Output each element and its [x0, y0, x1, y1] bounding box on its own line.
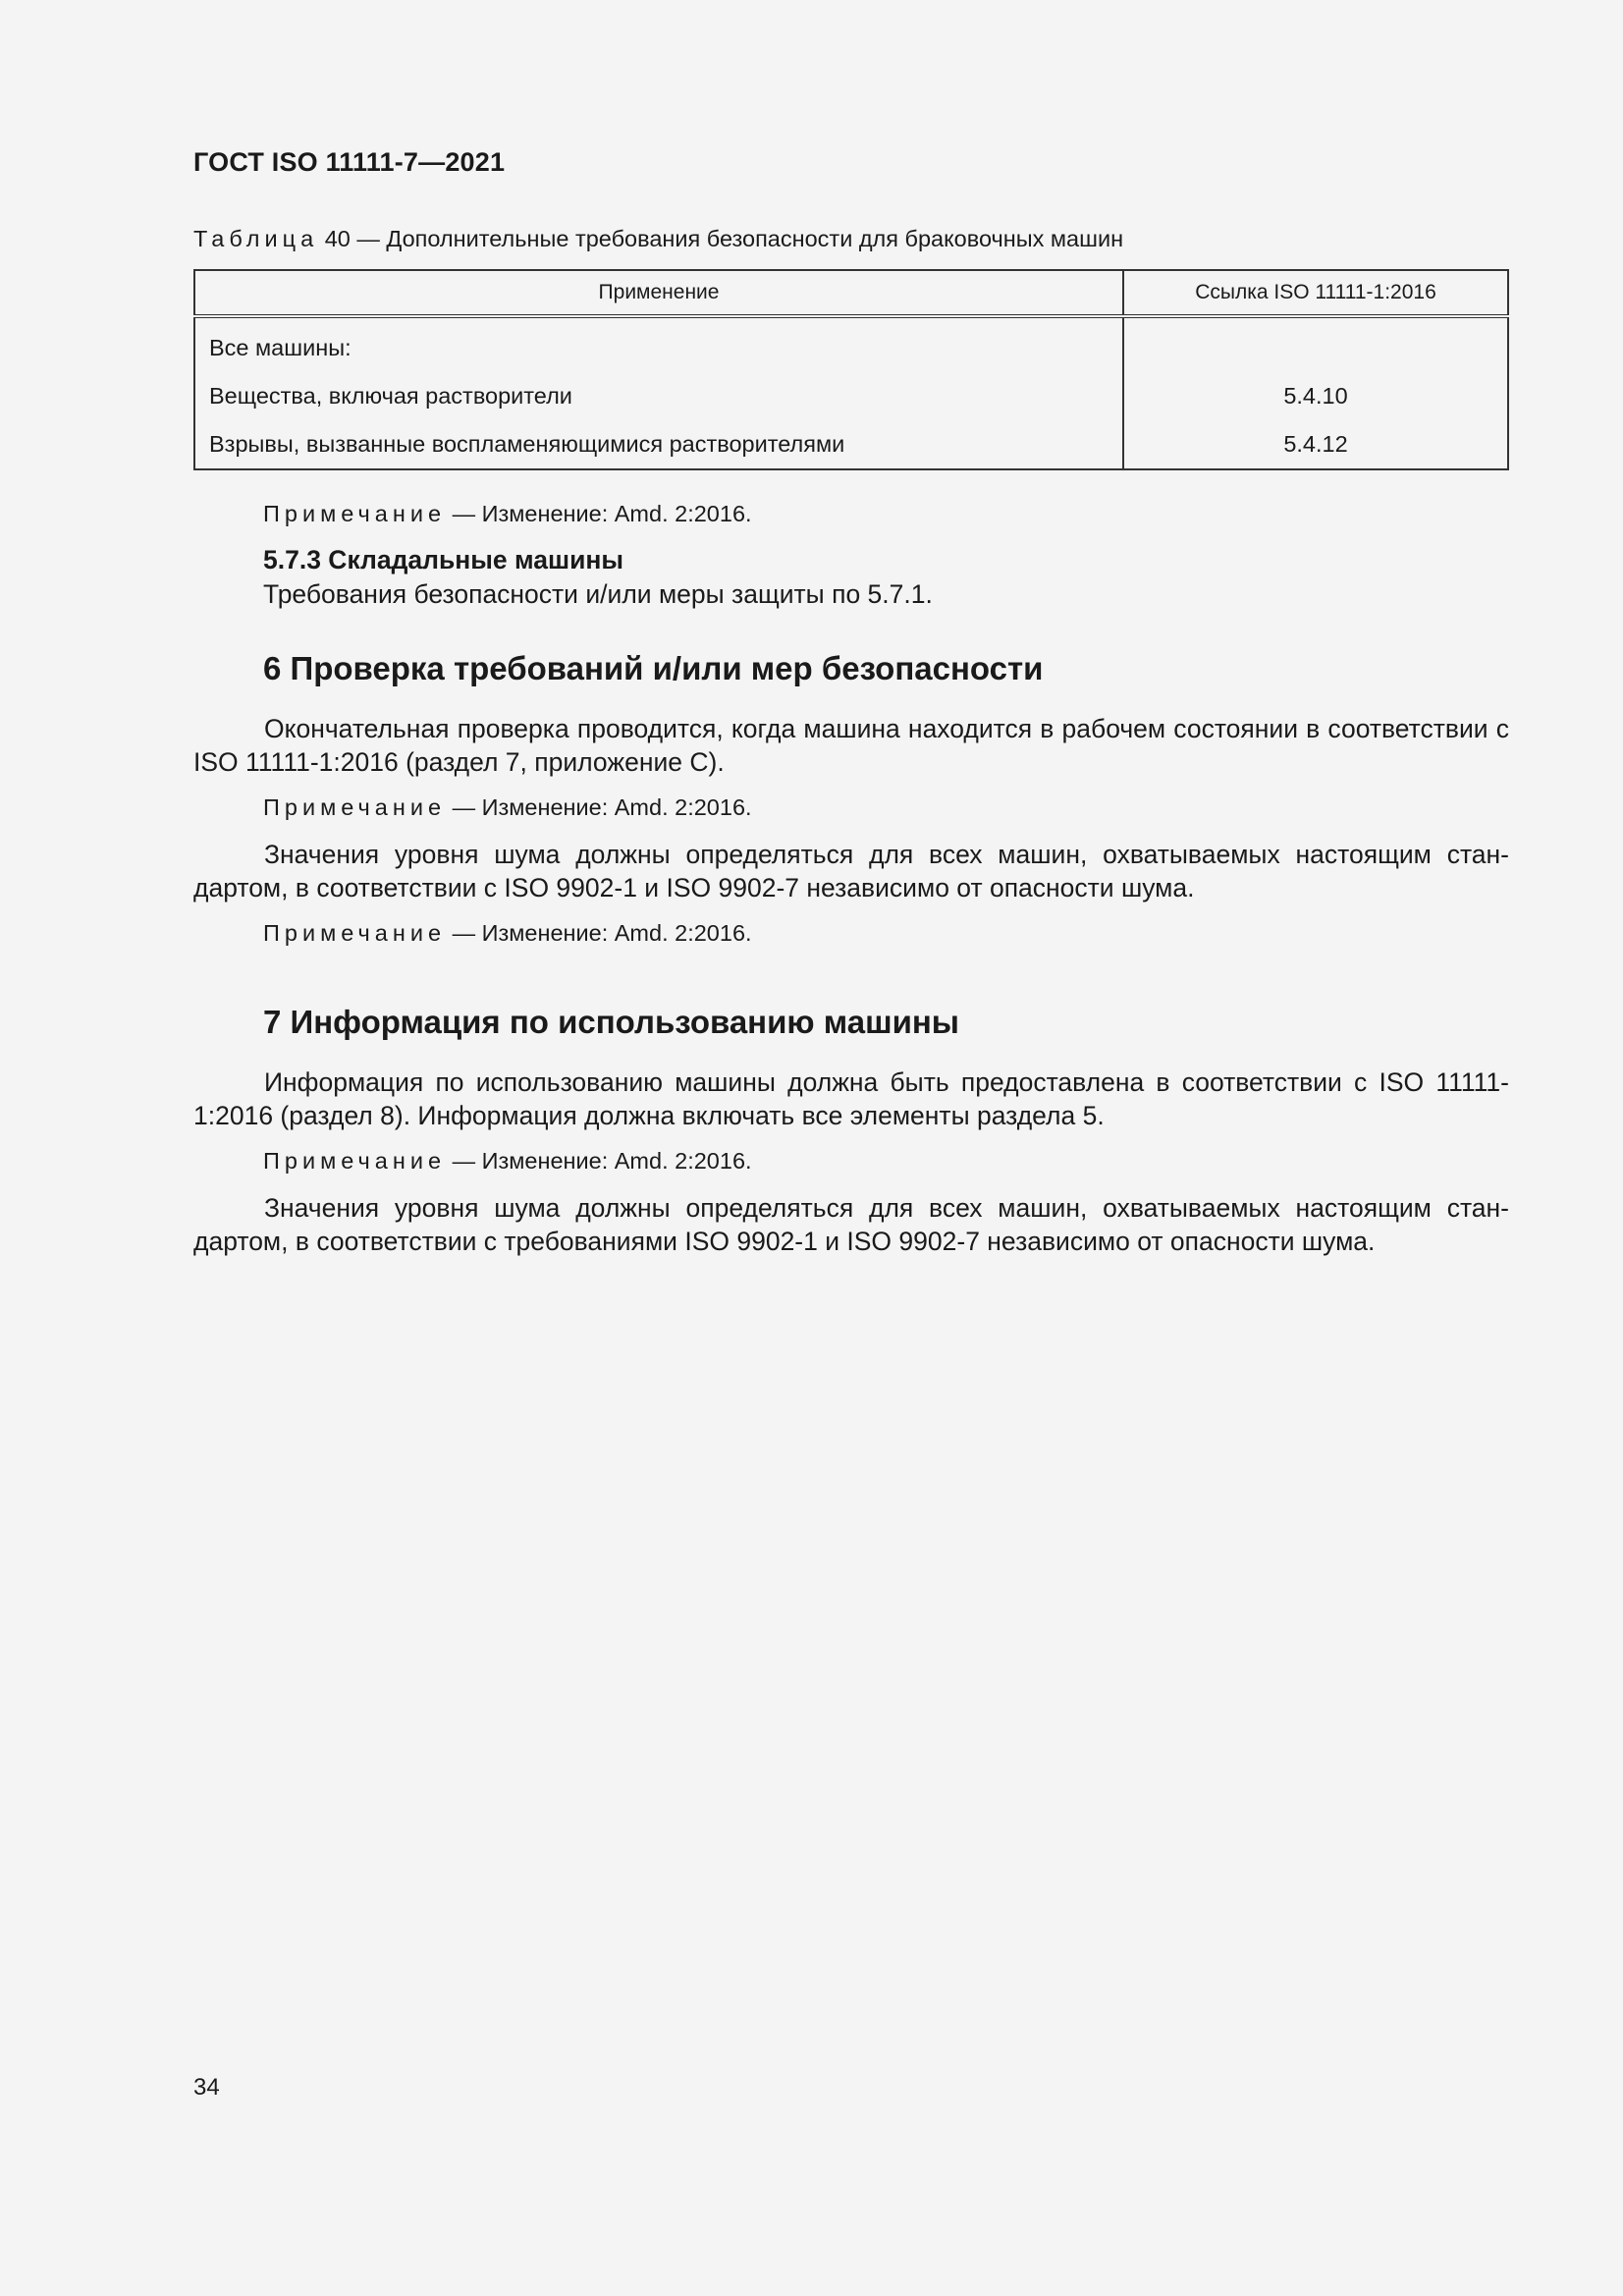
note	[263, 920, 752, 947]
table-caption-label: Таблица	[193, 226, 319, 251]
column-header-reference: Ссылка ISO 11111-1:2016	[1123, 270, 1508, 316]
note-label: Примечание	[263, 794, 447, 820]
note-text: — Изменение: Amd. 2:2016.	[452, 794, 752, 820]
column-header-application: Применение	[194, 270, 1123, 316]
table-row	[194, 372, 1508, 420]
note-text: — Изменение: Amd. 2:2016.	[452, 501, 752, 526]
note	[263, 1148, 752, 1175]
section-7-title: 7 Информация по использованию машины	[263, 1004, 959, 1040]
section-6-title: 6 Проверка требований и/или мер безопасности	[263, 650, 1044, 686]
safety-requirements-table	[193, 269, 1509, 470]
table-cell-application: Взрывы, вызванные воспламеняющимися растворителями	[194, 420, 1123, 469]
note-label: Примечание	[263, 920, 447, 946]
table-caption	[193, 226, 1123, 252]
section-7-paragraph-2: Значения уровня шума должны определяться для всех машин, охватываемых настоящим стандартом, в соответствии с требованиями ISO 9902-1 и ISO 9902-7 независимо от опасности шума.	[193, 1193, 1509, 1256]
section-6-paragraph-2: Значения уровня шума должны определяться для всех машин, охватываемых настоящим стандартом, в соответствии с ISO 9902-1 и ISO 9902-7 независимо от опасности шума.	[193, 840, 1509, 902]
note-label: Примечание	[263, 1148, 447, 1174]
table-row	[194, 420, 1508, 469]
note	[263, 501, 752, 527]
table-cell-reference: 5.4.12	[1283, 431, 1348, 457]
section-7-paragraph-1: Информация по использованию машины должна быть предоставлена в соответствии с ISO 11111-1:2016 (раздел 8). Информация должна включать все элементы раздела 5.	[193, 1067, 1509, 1130]
document-header: ГОСТ ISO 11111-7—2021	[193, 147, 506, 177]
table-header-row	[194, 270, 1508, 316]
table-cell-reference	[1123, 316, 1508, 372]
note-text: — Изменение: Amd. 2:2016.	[452, 1148, 752, 1174]
page-number: 34	[193, 2074, 220, 2101]
table-cell-application: Вещества, включая растворители	[194, 372, 1123, 420]
section-5-7-3-text: Требования безопасности и/или меры защиты по 5.7.1.	[263, 579, 933, 609]
table-row	[194, 316, 1508, 372]
section-5-7-3-title: 5.7.3 Складальные машины	[263, 545, 624, 574]
table-cell-reference: 5.4.10	[1283, 383, 1348, 409]
section-6-paragraph-1: Окончательная проверка проводится, когда машина находится в рабочем состоянии в соответствии с ISO 11111-1:2016 (раздел 7, приложение С).	[193, 714, 1509, 777]
note-label: Примечание	[263, 501, 447, 526]
note-text: — Изменение: Amd. 2:2016.	[452, 920, 752, 946]
table-cell-application: Все машины:	[194, 316, 1123, 372]
note	[263, 794, 752, 821]
table-caption-text: 40 — Дополнительные требования безопасности для браковочных машин	[324, 226, 1124, 251]
